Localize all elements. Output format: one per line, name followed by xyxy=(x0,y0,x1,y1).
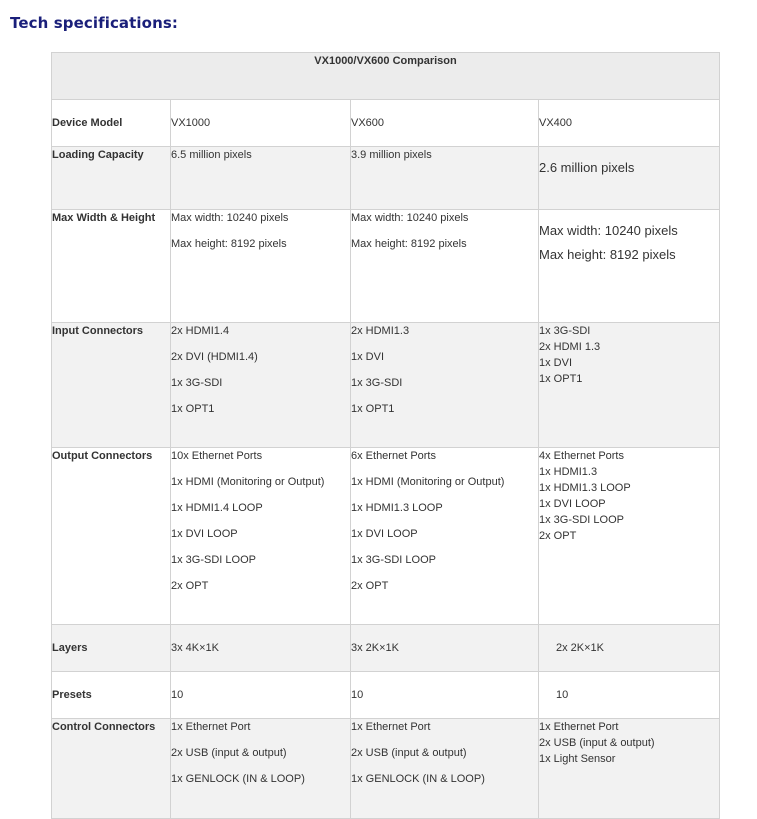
table-row xyxy=(52,210,720,323)
cell-vx1000: 2x HDMI1.4 2x DVI (HDMI1.4) 1x 3G-SDI 1x OPT1 xyxy=(171,323,351,448)
cell-vx1000: Max width: 10240 pixels Max height: 8192 pixels xyxy=(171,210,351,323)
row-label: Device Model xyxy=(52,100,171,147)
row-label: Input Connectors xyxy=(52,323,171,448)
row-label: Loading Capacity xyxy=(52,147,171,210)
cell-vx400: VX400 xyxy=(539,100,720,147)
table-row xyxy=(52,719,720,819)
cell-vx400: 2.6 million pixels xyxy=(539,147,720,210)
comparison-table xyxy=(51,52,720,819)
cell-vx1000: 10x Ethernet Ports 1x HDMI (Monitoring or Output) 1x HDMI1.4 LOOP 1x DVI LOOP 1x 3G-SDI LOOP 2x OPT xyxy=(171,448,351,625)
cell-vx400: 2x 2K×1K xyxy=(539,625,720,672)
cell-vx600: 6x Ethernet Ports 1x HDMI (Monitoring or Output) 1x HDMI1.3 LOOP 1x DVI LOOP 1x 3G-SDI LOOP 2x OPT xyxy=(351,448,539,625)
section-heading: Tech specifications: xyxy=(10,14,178,32)
table-row xyxy=(52,625,720,672)
cell-vx1000: 3x 4K×1K xyxy=(171,625,351,672)
table-row xyxy=(52,100,720,147)
table-title: VX1000/VX600 Comparison xyxy=(52,53,720,100)
cell-vx600: 10 xyxy=(351,672,539,719)
cell-vx600: VX600 xyxy=(351,100,539,147)
cell-vx600: Max width: 10240 pixels Max height: 8192 pixels xyxy=(351,210,539,323)
cell-vx1000: 1x Ethernet Port 2x USB (input & output) 1x GENLOCK (IN & LOOP) xyxy=(171,719,351,819)
cell-vx600: 3x 2K×1K xyxy=(351,625,539,672)
row-label: Control Connectors xyxy=(52,719,171,819)
row-label: Layers xyxy=(52,625,171,672)
cell-vx1000: VX1000 xyxy=(171,100,351,147)
cell-vx1000: 6.5 million pixels xyxy=(171,147,351,210)
table-row xyxy=(52,323,720,448)
cell-vx400: 4x Ethernet Ports 1x HDMI1.3 1x HDMI1.3 LOOP 1x DVI LOOP 1x 3G-SDI LOOP 2x OPT xyxy=(539,448,720,625)
cell-vx600: 1x Ethernet Port 2x USB (input & output) 1x GENLOCK (IN & LOOP) xyxy=(351,719,539,819)
table-row xyxy=(52,672,720,719)
table-row xyxy=(52,147,720,210)
cell-vx600: 3.9 million pixels xyxy=(351,147,539,210)
table-row xyxy=(52,448,720,625)
row-label: Presets xyxy=(52,672,171,719)
row-label: Max Width & Height xyxy=(52,210,171,323)
cell-vx400: 1x 3G-SDI 2x HDMI 1.3 1x DVI 1x OPT1 xyxy=(539,323,720,448)
cell-vx400: Max width: 10240 pixels Max height: 8192 pixels xyxy=(539,210,720,323)
cell-vx600: 2x HDMI1.3 1x DVI 1x 3G-SDI 1x OPT1 xyxy=(351,323,539,448)
cell-vx400: 10 xyxy=(539,672,720,719)
cell-vx1000: 10 xyxy=(171,672,351,719)
row-label: Output Connectors xyxy=(52,448,171,625)
cell-vx400: 1x Ethernet Port 2x USB (input & output) 1x Light Sensor xyxy=(539,719,720,819)
